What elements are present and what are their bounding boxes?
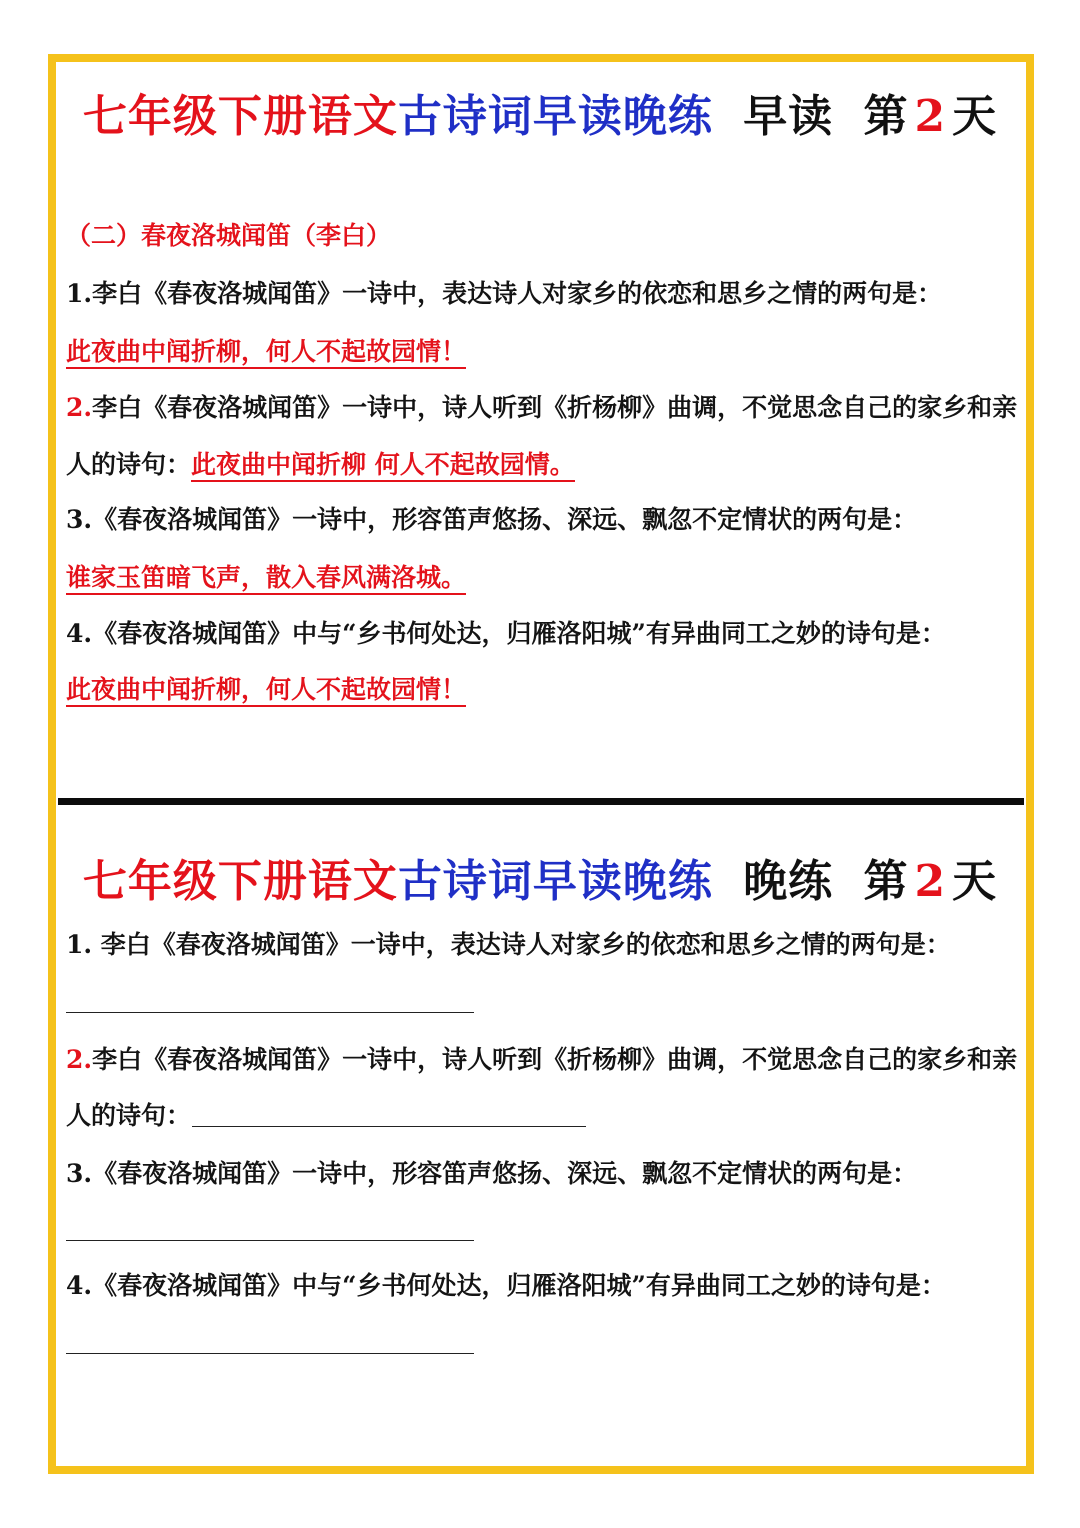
morning-title-day-number: 2: [914, 91, 947, 142]
morning-question-3: 3.《春夜洛城闻笛》一诗中，形容笛声悠扬、深远、飘忽不定情状的两句是：: [66, 505, 918, 534]
evening-question-1: 1. 李白《春夜洛城闻笛》一诗中，表达诗人对家乡的依恋和思乡之情的两句是：: [66, 930, 951, 959]
evening-question-2-line-2: 人的诗句：: [66, 1101, 192, 1130]
evening-title-mode: 晚练: [743, 856, 834, 907]
morning-question-1: 1.李白《春夜洛城闻笛》一诗中，表达诗人对家乡的依恋和思乡之情的两句是：: [66, 279, 943, 308]
morning-title-mode: 早读: [743, 91, 834, 142]
morning-question-2-line-2: [66, 445, 575, 481]
evening-title-series: 古诗词早读晚练: [397, 856, 713, 907]
morning-question-2-text-cont: 人的诗句：: [66, 450, 192, 479]
evening-question-2-text: 李白《春夜洛城闻笛》一诗中，诗人听到《折杨柳》曲调，不觉思念自己的家乡和亲: [92, 1045, 1018, 1074]
evening-answer-blank-3[interactable]: [66, 1240, 474, 1241]
evening-question-2-number: 2.: [66, 1045, 93, 1074]
morning-title-grade: 七年级下册语文: [82, 91, 398, 142]
morning-title-day-suffix: 天: [952, 91, 998, 142]
morning-question-4: 4.《春夜洛城闻笛》中与“乡书何处达，归雁洛阳城”有异曲同工之妙的诗句是：: [66, 619, 946, 648]
morning-answer-4-row: [66, 670, 466, 706]
morning-answer-1-row: [66, 332, 466, 368]
morning-answer-1: 此夜曲中闻折柳，何人不起故园情！: [66, 337, 466, 369]
evening-title-day-number: 2: [914, 856, 947, 907]
evening-answer-blank-1[interactable]: [66, 1012, 474, 1013]
evening-title: [0, 845, 1080, 909]
evening-answer-blank-2[interactable]: [192, 1126, 586, 1127]
evening-title-grade: 七年级下册语文: [82, 856, 398, 907]
poem-section-heading: （二）春夜洛城闻笛（李白）: [66, 221, 392, 250]
evening-title-day-suffix: 天: [952, 856, 998, 907]
morning-title: [0, 80, 1080, 144]
morning-answer-4: 此夜曲中闻折柳，何人不起故园情！: [66, 675, 466, 707]
morning-question-2-text: 李白《春夜洛城闻笛》一诗中，诗人听到《折杨柳》曲调，不觉思念自己的家乡和亲: [92, 393, 1018, 422]
evening-answer-blank-4[interactable]: [66, 1353, 474, 1354]
morning-title-series: 古诗词早读晚练: [397, 91, 713, 142]
evening-title-day-prefix: 第: [863, 856, 909, 907]
evening-question-2-line-1: [66, 1040, 1017, 1076]
section-divider: [58, 798, 1024, 805]
page-frame: [48, 54, 1034, 1474]
morning-answer-3: 谁家玉笛暗飞声，散入春风满洛城。: [66, 563, 466, 595]
morning-question-2-number: 2.: [66, 393, 93, 422]
evening-question-4: 4.《春夜洛城闻笛》中与“乡书何处达，归雁洛阳城”有异曲同工之妙的诗句是：: [66, 1271, 946, 1300]
morning-title-day-prefix: 第: [863, 91, 909, 142]
evening-question-3: 3.《春夜洛城闻笛》一诗中，形容笛声悠扬、深远、飘忽不定情状的两句是：: [66, 1159, 918, 1188]
morning-answer-2: 此夜曲中闻折柳 何人不起故园情。: [191, 450, 575, 482]
morning-answer-3-row: [66, 558, 466, 594]
morning-question-2-line-1: [66, 388, 1017, 424]
